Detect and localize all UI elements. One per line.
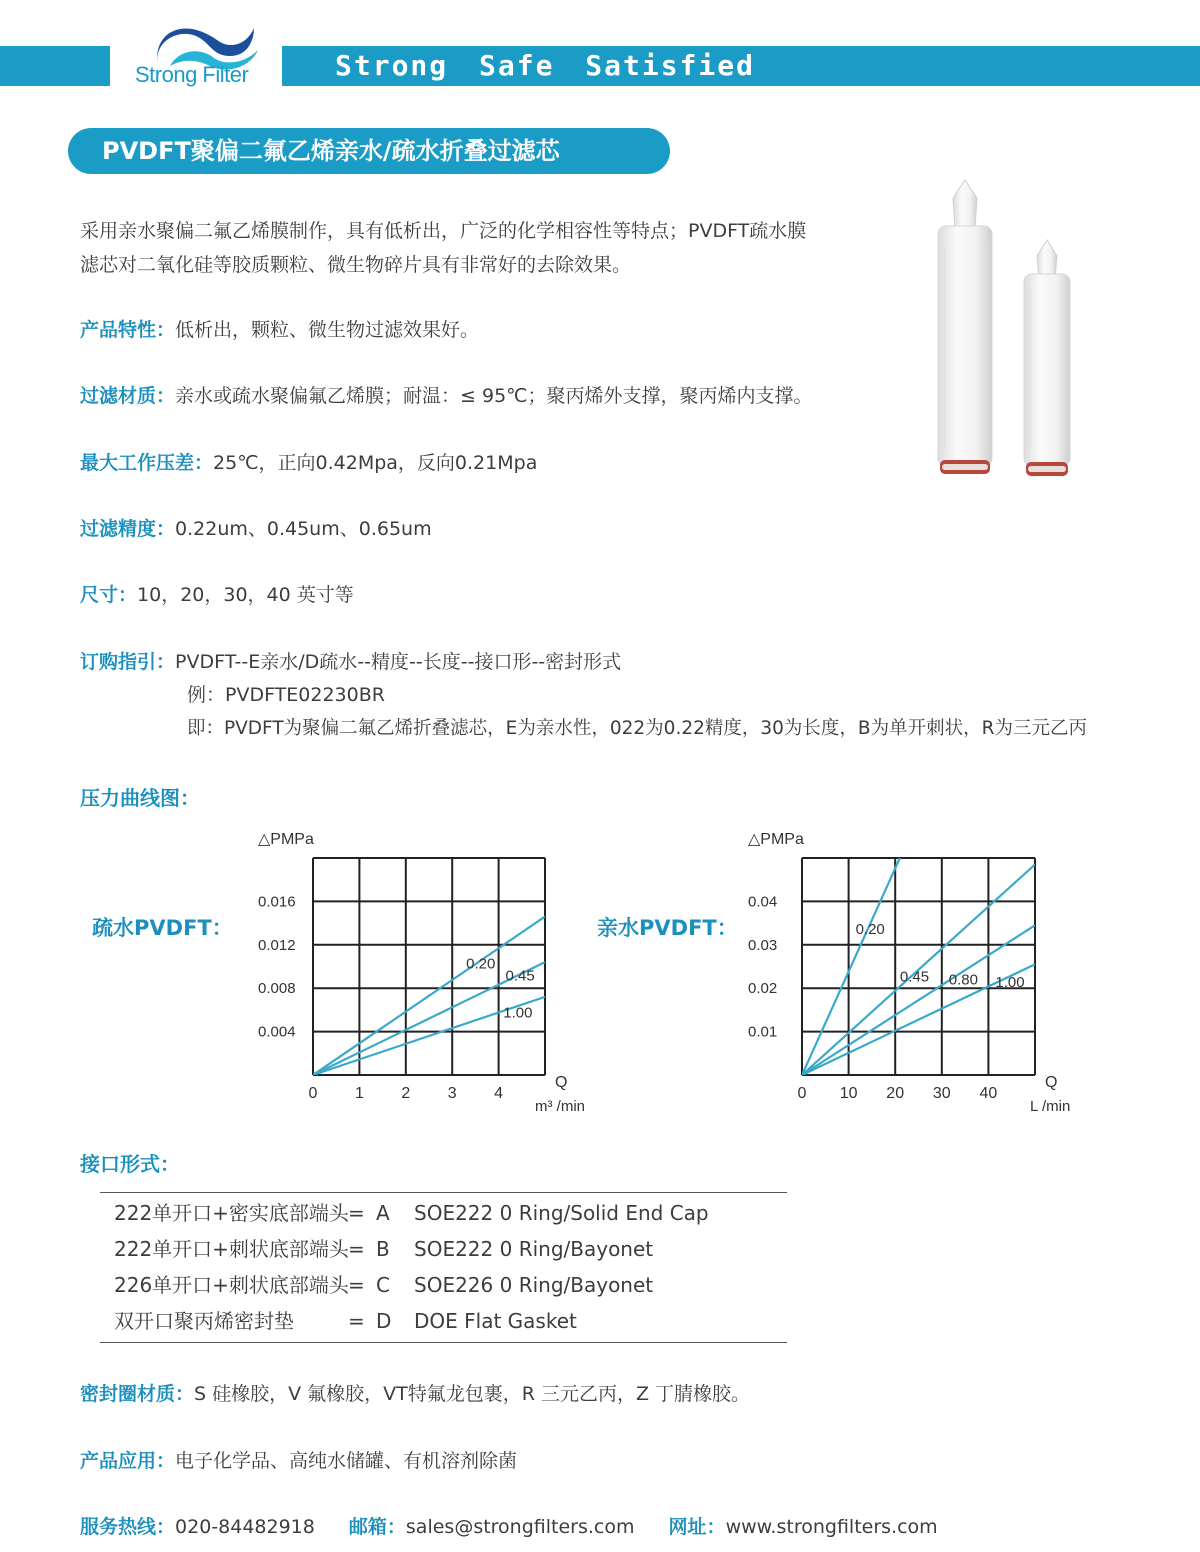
- series-line: [313, 917, 545, 1075]
- connector-code: A: [376, 1201, 390, 1225]
- x-axis-label: Q: [1045, 1074, 1058, 1091]
- spec-value: 25℃，正向0.42Mpa，反向0.21Mpa: [213, 452, 538, 474]
- connector-code: C: [376, 1273, 390, 1297]
- intro-line-2: 滤芯对二氧化硅等胶质颗粒、微生物碎片具有非常好的去除效果。: [80, 254, 632, 276]
- connector-en: SOE222 0 Ring/Solid End Cap: [414, 1201, 709, 1225]
- connector-cn: 双开口聚丙烯密封垫: [114, 1309, 294, 1333]
- chart-2-label: 亲水PVDFT：: [597, 916, 738, 940]
- seal-label: 密封圈材质：: [80, 1383, 195, 1405]
- y-tick-label: 0.04: [748, 893, 778, 911]
- hotline-value[interactable]: 020-84482918: [175, 1516, 315, 1538]
- connector-cn: 226单开口+刺状底部端头: [114, 1273, 349, 1297]
- hotline-label: 服务热线：: [80, 1516, 176, 1538]
- table-row: [114, 1231, 794, 1267]
- connector-cn: 222单开口+刺状底部端头: [114, 1237, 349, 1261]
- x-tick-label: 30: [932, 1085, 951, 1102]
- x-tick-label: 40: [979, 1085, 998, 1102]
- application-label: 产品应用：: [80, 1450, 176, 1472]
- y-tick-label: 0.03: [748, 936, 778, 954]
- spec-value: 0.22um、0.45um、0.65um: [175, 518, 432, 540]
- seal-material: [80, 1377, 750, 1411]
- spec-label: 最大工作压差：: [80, 452, 214, 474]
- connector-en: SOE222 0 Ring/Bayonet: [414, 1237, 654, 1261]
- y-tick-label: 0.008: [258, 980, 296, 998]
- x-tick-label: 20: [886, 1085, 905, 1102]
- connector-eq: =: [348, 1273, 365, 1297]
- y-axis-label: △PMPa: [748, 831, 804, 848]
- spec-value: 10，20，30，40 英寸等: [137, 584, 354, 606]
- y-tick-label: 0.004: [258, 1023, 296, 1041]
- connector-code: B: [376, 1237, 390, 1261]
- website-link[interactable]: www.strongfilters.com: [725, 1516, 938, 1538]
- intro-line-1: 采用亲水聚偏二氟乙烯膜制作，具有低析出，广泛的化学相容性等特点；PVDFT疏水膜: [80, 220, 807, 242]
- page-title: PVDFT聚偏二氟乙烯亲水/疏水折叠过滤芯: [68, 128, 670, 174]
- x-axis-unit: m³ /min: [535, 1098, 585, 1115]
- ordering-line-3: 即：PVDFT为聚偏二氟乙烯折叠滤芯，E为亲水性，022为0.22精度，30为长度，B为单开刺状，R为三元乙丙: [187, 718, 1087, 739]
- series-label: 1.00: [503, 1004, 533, 1022]
- table-top-rule: [100, 1192, 787, 1193]
- footer-contact: [80, 1510, 938, 1544]
- series-label: 0.80: [948, 971, 978, 989]
- x-tick-label: 0: [308, 1085, 318, 1102]
- x-tick-label: 1: [354, 1085, 364, 1102]
- table-bottom-rule: [100, 1342, 787, 1343]
- spec-label: 过滤材质：: [80, 385, 176, 407]
- table-row: [114, 1195, 794, 1231]
- y-tick-label: 0.02: [748, 980, 778, 998]
- connector-cn: 222单开口+密实底部端头: [114, 1201, 349, 1225]
- email-label: 邮箱：: [348, 1516, 406, 1538]
- x-tick-label: 0: [797, 1085, 807, 1102]
- table-row: [114, 1303, 794, 1339]
- x-tick-label: 2: [401, 1085, 411, 1102]
- series-label: 0.20: [466, 955, 496, 973]
- pressure-section-title: 压力曲线图：: [80, 786, 200, 810]
- x-axis-unit: L /min: [1030, 1098, 1071, 1115]
- spec-label: 产品特性：: [80, 319, 176, 341]
- series-label: 0.20: [855, 920, 885, 938]
- series-label: 0.45: [899, 968, 930, 986]
- application-value: 电子化学品、高纯水储罐、有机溶剂除菌: [175, 1450, 518, 1472]
- connector-eq: =: [348, 1201, 365, 1225]
- y-tick-label: 0.012: [258, 936, 296, 954]
- connector-section-title: 接口形式：: [80, 1152, 180, 1176]
- spec-label: 尺寸：: [80, 584, 138, 606]
- seal-value: S 硅橡胶，V 氟橡胶，VT特氟龙包裹，R 三元乙丙，Z 丁腈橡胶。: [194, 1383, 751, 1405]
- connector-eq: =: [348, 1309, 365, 1333]
- product-application: [80, 1444, 517, 1478]
- connector-eq: =: [348, 1237, 365, 1261]
- table-row: [114, 1267, 794, 1303]
- spec-value: 亲水或疏水聚偏氟乙烯膜；耐温：≤ 95℃；聚丙烯外支撑，聚丙烯内支撑。: [175, 385, 813, 407]
- ordering-line-2: 例：PVDFTE02230BR: [187, 684, 385, 706]
- connector-code: D: [376, 1309, 392, 1333]
- x-tick-label: 3: [447, 1085, 457, 1102]
- web-label: 网址：: [668, 1516, 726, 1538]
- chart-1-label: 疏水PVDFT：: [92, 916, 233, 940]
- email-link[interactable]: sales@strongfilters.com: [405, 1516, 635, 1538]
- y-axis-label: △PMPa: [258, 831, 314, 848]
- spec-value: 低析出，颗粒、微生物过滤效果好。: [175, 319, 480, 341]
- connector-en: DOE Flat Gasket: [414, 1309, 577, 1333]
- ordering-line-1: PVDFT--E亲水/D疏水--精度--长度--接口形--密封形式: [175, 651, 622, 673]
- series-label: 1.00: [995, 973, 1025, 991]
- ordering-label: 订购指引：: [80, 651, 176, 673]
- tagline: Strong Safe Satisfied: [335, 49, 756, 82]
- connector-table: [114, 1195, 794, 1339]
- spec-label: 过滤精度：: [80, 518, 176, 540]
- series-label: 0.45: [505, 967, 535, 985]
- brand-name: Strong Filter: [135, 62, 249, 87]
- y-tick-label: 0.016: [258, 893, 296, 911]
- x-tick-label: 4: [494, 1085, 504, 1102]
- x-tick-label: 10: [839, 1085, 858, 1102]
- x-axis-label: Q: [555, 1074, 568, 1091]
- connector-en: SOE226 0 Ring/Bayonet: [414, 1273, 654, 1297]
- y-tick-label: 0.01: [748, 1023, 778, 1041]
